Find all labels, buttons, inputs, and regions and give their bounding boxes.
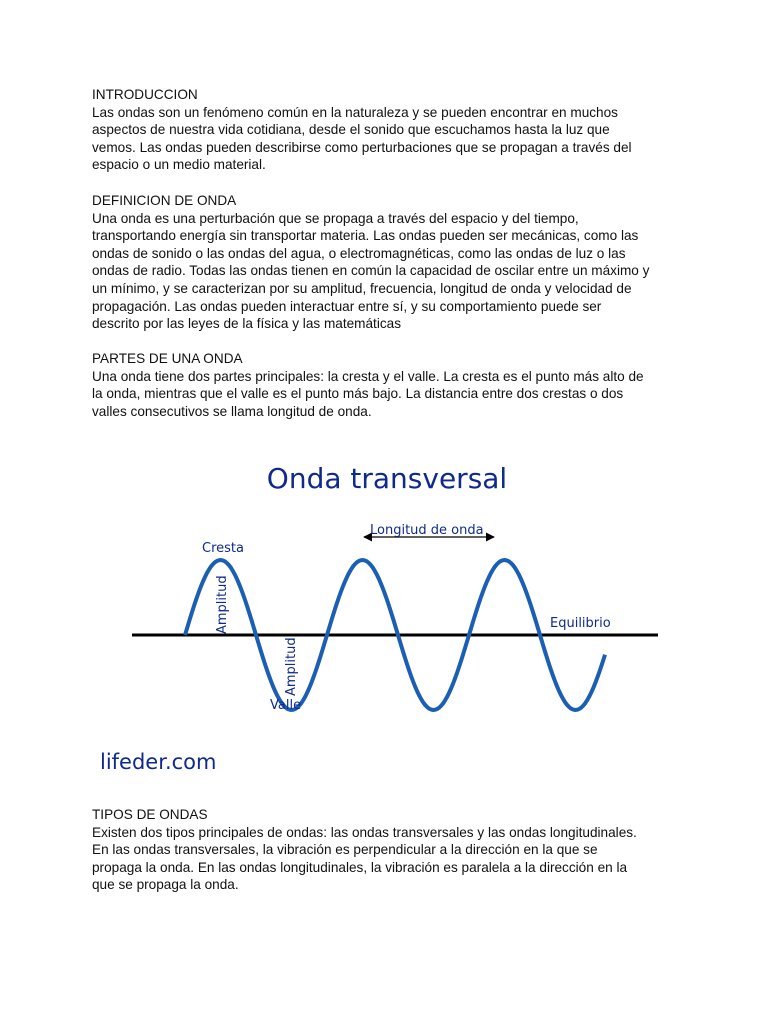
equilibrium-label: Equilibrio — [550, 616, 611, 631]
diagram-title: Onda transversal — [266, 462, 508, 495]
wave-svg — [92, 448, 682, 788]
amplitude-down-label: Amplitud — [284, 637, 299, 696]
source-logo-text: lifeder.com — [100, 750, 217, 774]
section-definicion — [92, 192, 692, 333]
paragraph-line: Las ondas son un fenómeno común en la naturaleza y se pueden encontrar en muchos — [92, 104, 618, 120]
section-introduccion — [92, 86, 692, 174]
paragraph-line: la onda, mientras que el valle es el punto más bajo. La distancia entre dos crestas o dos — [92, 386, 624, 402]
trough-label: Valle — [270, 698, 302, 713]
paragraph-line: un mínimo, y se caracterizan por su amplitud, frecuencia, longitud de onda y velocidad de — [92, 280, 632, 296]
paragraph-line: ondas de sonido o las ondas del agua, o electromagnéticas, como las ondas de luz o las — [92, 245, 626, 261]
paragraph-line: descrito por las leyes de la física y las matemáticas — [92, 316, 402, 332]
paragraph-line: valles consecutivos se llama longitud de onda. — [92, 403, 372, 419]
paragraph-line: vemos. Las ondas pueden describirse como perturbaciones que se propagan a través del — [92, 139, 632, 155]
paragraph-line: Una onda tiene dos partes principales: la cresta y el valle. La cresta es el punto más alto de — [92, 368, 644, 384]
section-heading: PARTES DE UNA ONDA — [92, 351, 243, 366]
paragraph-line: propaga la onda. En las ondas longitudinales, la vibración es paralela a la dirección en la — [92, 859, 628, 875]
section-heading: DEFINICION DE ONDA — [92, 193, 237, 208]
paragraph-line: que se propaga la onda. — [92, 877, 239, 893]
paragraph-line: Una onda es una perturbación que se propaga a través del espacio y del tiempo, — [92, 210, 579, 226]
section-heading: TIPOS DE ONDAS — [92, 807, 208, 822]
section-tipos — [92, 806, 692, 894]
wave-diagram — [92, 448, 682, 788]
section-heading: INTRODUCCION — [92, 87, 198, 102]
paragraph-line: transportando energía sin transportar materia. Las ondas pueden ser mecánicas, como las — [92, 228, 639, 244]
section-partes — [92, 350, 692, 420]
paragraph-line: espacio o un medio material. — [92, 157, 266, 173]
crest-label: Cresta — [202, 541, 244, 556]
paragraph-line: Existen dos tipos principales de ondas: las ondas transversales y las ondas longitudinales. — [92, 824, 637, 840]
paragraph-line: aspectos de nuestra vida cotidiana, desde el sonido que escuchamos hasta la luz que — [92, 122, 610, 138]
paragraph-line: propagación. Las ondas pueden interactuar entre sí, y su comportamiento puede ser — [92, 298, 602, 314]
wavelength-label: Longitud de onda — [370, 523, 484, 538]
paragraph-line: ondas de radio. Todas las ondas tienen en común la capacidad de oscilar entre un máximo y — [92, 263, 650, 279]
paragraph-line: En las ondas transversales, la vibración es perpendicular a la dirección en la que se — [92, 842, 598, 858]
amplitude-up-label: Amplitud — [215, 575, 230, 634]
